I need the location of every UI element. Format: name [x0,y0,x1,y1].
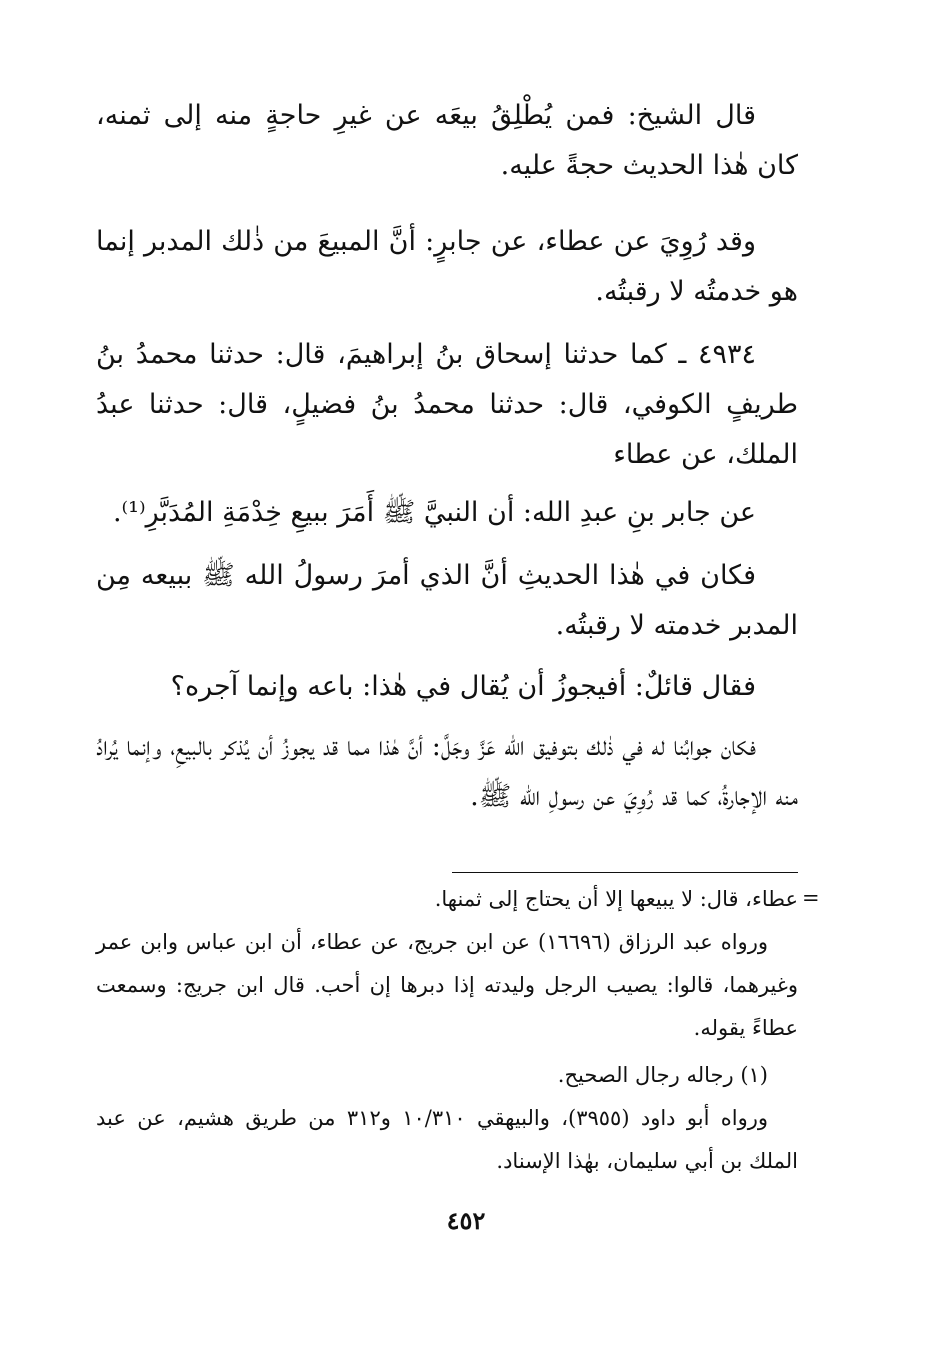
footnote-continuation: عطاء، قال: لا يبيعها إلا أن يحتاج إلى ثمنها. [434,887,798,911]
footnote-separator [452,872,798,873]
footnote-abdurrazzaq: ورواه عبد الرزاق (١٦٦٩٦) عن ابن جريج، عن عطاء، أن ابن عباس وابن عمر وغيرهما، قالوا: يصيب الرجل وليدته إذا دبرها إن أحب. قال ابن جريج: وسمعت عطاءً يقوله. [96,930,798,1040]
page-number: ٤٥٢ [446,1206,486,1235]
footnote-1: (١) رجاله رجال الصحيح. [557,1063,768,1087]
paragraph-sheikh-statement: قال الشيخ: فمن يُطْلِقُ بيعَه عن غيرِ حاجةٍ منه إلى ثمنه، كان هٰذا الحديث حجةً عليه. [96,100,798,181]
footnote-abu-dawud: ورواه أبو داود (٣٩٥٥)، والبيهقي ١٠/٣١٠ و٣١٢ من طريق هشيم، عن عبد الملك بن أبي سليمان، بهٰذا الإسناد. [96,1106,798,1173]
paragraph-hadith-explanation: فكان في هٰذا الحديثِ أنَّ الذي أمرَ رسولُ الله ﷺ ببيعه مِن المدبر خدمته لا رقبتُه. [96,560,798,641]
paragraph-hadith-isnad: ٤٩٣٤ ـ كما حدثنا إسحاق بنُ إبراهيمَ، قال: حدثنا محمدُ بنُ طريفٍ الكوفي، قال: حدثنا محمدُ بنُ فضيلٍ، قال: حدثنا عبدُ الملك، عن عطاء [96,339,798,470]
paragraph-ata-narration: وقد رُوِيَ عن عطاء، عن جابرٍ: أنَّ المبيعَ من ذٰلك المدبر إنما هو خدمتُه لا رقبتُه. [96,226,798,307]
footnote-continuation-mark: = [802,886,820,910]
paragraph-answer: فكان جوابُنا له في ذٰلك بتوفيق الله عَزَّ وجَلَّ: أنَّ هٰذا مما قد يجوزُ أن يُذكر بالبيعِ، وإنما يُرادُ منه الإجارةُ، كما قد رُوِيَ عن رسولِ الله ﷺ. [96,731,798,812]
paragraph-question: فقال قائلٌ: أفيجوزُ أن يُقال في هٰذا: باعه وإنما آجره؟ [170,671,756,702]
paragraph-hadith-matn: عن جابر بنِ عبدِ الله: أن النبيَّ ﷺ أَمَرَ ببيعِ خِدْمَةِ المُدَبَّرِ⁽¹⁾. [112,497,756,528]
